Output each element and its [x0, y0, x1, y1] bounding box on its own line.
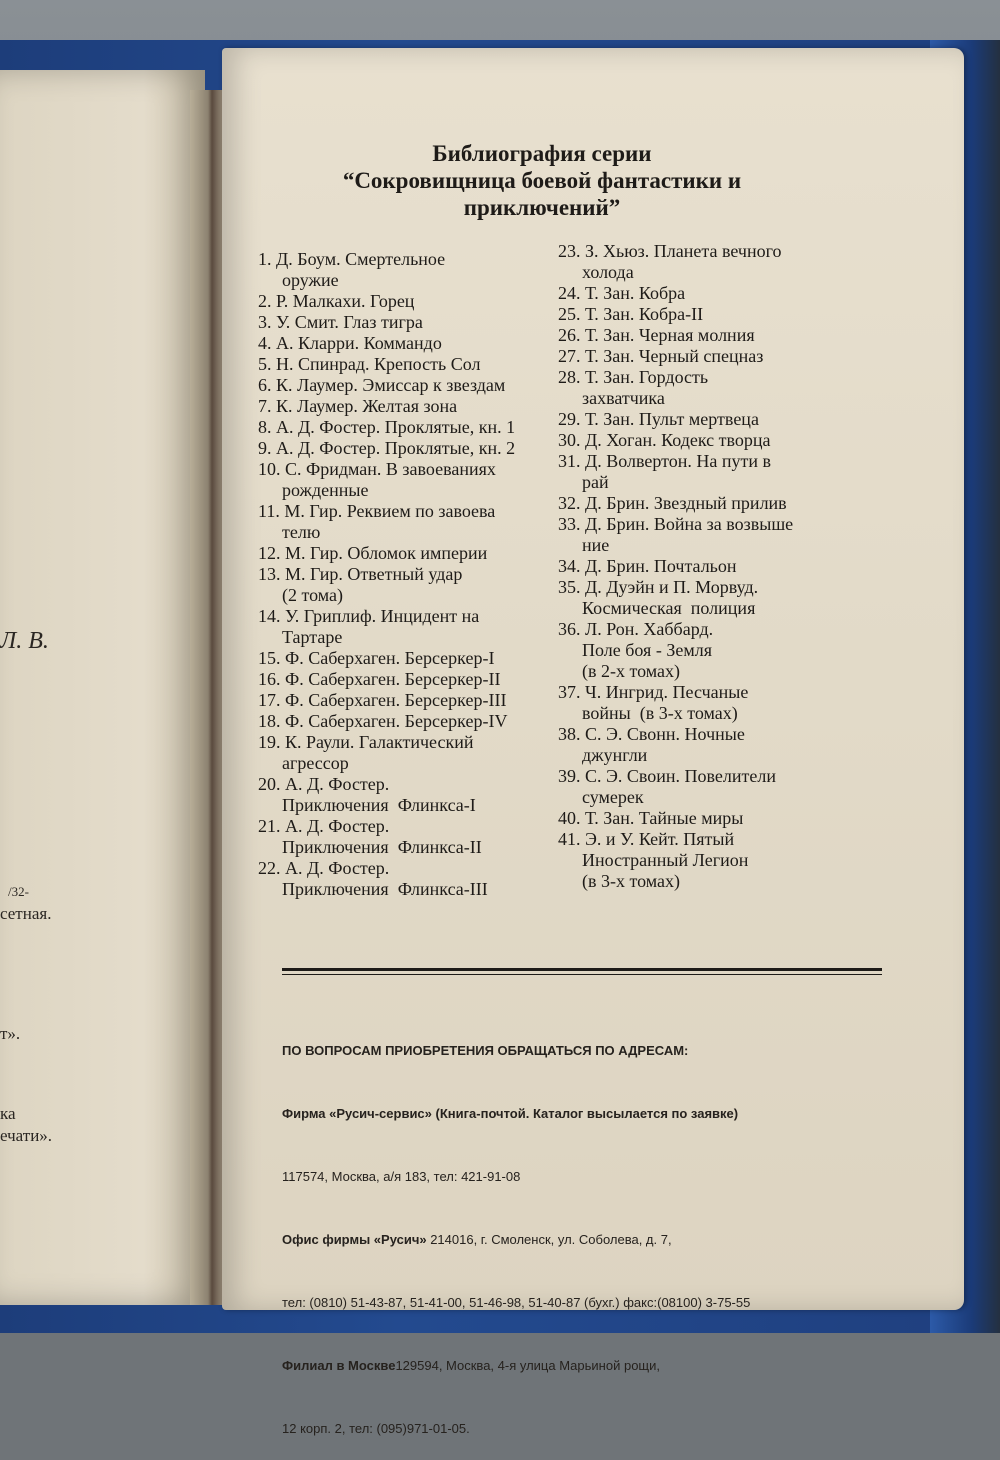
contact-block — [282, 998, 922, 1460]
contact-line-bold: Офис фирмы «Русич» — [282, 1232, 427, 1247]
divider-rule — [282, 974, 882, 975]
left-page-fragment: /32- — [8, 884, 29, 899]
contact-line: 117574, Москва, а/я 183, тел: 421-91-08 — [282, 1169, 521, 1184]
bibliography-entry: 33. Д. Брин. Война за возвыше — [558, 514, 794, 534]
bibliography-entry-continuation: оружие — [282, 270, 339, 290]
bibliography-entry-continuation: Иностранный Легион — [582, 850, 749, 870]
contact-line — [282, 1229, 922, 1250]
bibliography-entry: 18. Ф. Саберхаген. Берсеркер-IV — [258, 711, 508, 731]
bibliography-entry-continuation: Тартаре — [282, 627, 343, 647]
bibliography-entry-continuation: Приключения Флинкса-II — [282, 837, 482, 857]
bibliography-entry: 27. Т. Зан. Черный спецназ — [558, 346, 764, 366]
bibliography-entry-continuation: ние — [582, 535, 610, 555]
bibliography-entry: 28. Т. Зан. Гордость — [558, 367, 709, 387]
bibliography-entry: 23. З. Хьюз. Планета вечного — [558, 241, 782, 261]
bibliography-entry-continuation: сумерек — [582, 787, 644, 807]
bibliography-entry: 19. К. Раули. Галактический — [258, 732, 474, 752]
bibliography-entry: 37. Ч. Ингрид. Песчаные — [558, 682, 749, 702]
bibliography-entry-continuation: захватчика — [582, 388, 665, 408]
bibliography-entry: 25. Т. Зан. Кобра-II — [558, 304, 704, 324]
left-page-fragment: ечати». — [0, 1126, 53, 1145]
left-page-fragment: сетная. — [0, 904, 52, 923]
contact-header: ПО ВОПРОСАМ ПРИОБРЕТЕНИЯ ОБРАЩАТЬСЯ ПО АДРЕСАМ: — [282, 1043, 689, 1058]
bibliography-entry: 34. Д. Брин. Почтальон — [558, 556, 737, 576]
bibliography-entry-continuation: войны (в 3-х томах) — [582, 703, 738, 723]
left-page-fragment: т». — [0, 1024, 21, 1043]
contact-line-bold: Филиал в Москве — [282, 1358, 396, 1373]
bibliography-entry: 30. Д. Хоган. Кодекс творца — [558, 430, 771, 450]
divider-rule — [282, 968, 882, 971]
contact-line — [282, 1355, 922, 1376]
bibliography-entry: 22. А. Д. Фостер. — [258, 858, 390, 878]
bibliography-entry: 35. Д. Дуэйн и П. Морвуд. — [558, 577, 759, 597]
bibliography-entry: 38. С. Э. Свонн. Ночные — [558, 724, 745, 744]
bibliography-entry-continuation: телю — [282, 522, 321, 542]
left-page-fragment: ка — [0, 1104, 16, 1123]
bibliography-entry-continuation: (в 2-х томах) — [582, 661, 681, 681]
left-page — [0, 70, 205, 1305]
bibliography-entry-continuation: Поле боя - Земля — [582, 640, 712, 660]
left-page-fragment: Л. В. — [0, 628, 49, 654]
bibliography-entry: 39. С. Э. Своин. Повелители — [558, 766, 777, 786]
bibliography-entry-continuation: рай — [582, 472, 609, 492]
bibliography-left-column — [258, 249, 515, 900]
bibliography-entry: 32. Д. Брин. Звездный прилив — [558, 493, 787, 513]
bibliography-heading — [262, 140, 822, 221]
bibliography-entry: 16. Ф. Саберхаген. Берсеркер-II — [258, 669, 501, 689]
bibliography-entry: 13. М. Гир. Ответный удар — [258, 564, 463, 584]
bibliography-entry: 4. А. Кларри. Коммандо — [258, 333, 442, 353]
contact-line: тел: (0810) 51-43-87, 51-41-00, 51-46-98, 51-40-87 (бухг.) факс:(08100) 3-75-55 — [282, 1295, 751, 1310]
bibliography-entry: 26. Т. Зан. Черная молния — [558, 325, 755, 345]
bibliography-entry: 10. С. Фридман. В завоеваниях — [258, 459, 496, 479]
bibliography-entry-continuation: (2 тома) — [282, 585, 344, 605]
bibliography-entry: 21. А. Д. Фостер. — [258, 816, 390, 836]
heading-line: Библиография серии — [432, 141, 652, 166]
bibliography-entry: 11. М. Гир. Реквием по завоева — [258, 501, 496, 521]
bibliography-entry: 41. Э. и У. Кейт. Пятый — [558, 829, 735, 849]
bibliography-entry-continuation: джунгли — [582, 745, 648, 765]
bibliography-entry: 8. А. Д. Фостер. Проклятые, кн. 1 — [258, 417, 516, 437]
bibliography-entry: 1. Д. Боум. Смертельное — [258, 249, 446, 269]
bibliography-entry: 2. Р. Малкахи. Горец — [258, 291, 415, 311]
bibliography-entry-continuation: агрессор — [282, 753, 349, 773]
heading-line: приключений” — [463, 195, 621, 220]
bibliography-entry-continuation: рожденные — [282, 480, 369, 500]
bibliography-entry: 15. Ф. Саберхаген. Берсеркер-I — [258, 648, 495, 668]
bibliography-entry: 5. Н. Спинрад. Крепость Сол — [258, 354, 481, 374]
bibliography-entry: 14. У. Гриплиф. Инцидент на — [258, 606, 480, 626]
bibliography-entry: 40. Т. Зан. Тайные миры — [558, 808, 744, 828]
bibliography-entry: 31. Д. Волвертон. На пути в — [558, 451, 772, 471]
bibliography-entry-continuation: Приключения Флинкса-III — [282, 879, 488, 899]
contact-line-rest: 129594, Москва, 4-я улица Марьиной рощи, — [395, 1358, 660, 1373]
bibliography-entry: 12. М. Гир. Обломок империи — [258, 543, 488, 563]
heading-line: “Сокровищница боевой фантастики и — [342, 168, 742, 193]
bibliography-entry: 9. А. Д. Фостер. Проклятые, кн. 2 — [258, 438, 516, 458]
contact-line: Фирма «Русич-сервис» (Книга-почтой. Каталог высылается по заявке) — [282, 1106, 739, 1121]
bibliography-entry: 29. Т. Зан. Пульт мертвеца — [558, 409, 759, 429]
bibliography-entry: 20. А. Д. Фостер. — [258, 774, 390, 794]
bibliography-entry-continuation: Космическая полиция — [582, 598, 756, 618]
bibliography-entry: 7. К. Лаумер. Желтая зона — [258, 396, 458, 416]
contact-line-rest: 214016, г. Смоленск, ул. Соболева, д. 7, — [426, 1232, 672, 1247]
bibliography-right-column — [558, 241, 793, 892]
bibliography-entry: 24. Т. Зан. Кобра — [558, 283, 686, 303]
bibliography-entry-continuation: холода — [582, 262, 634, 282]
bibliography-entry-continuation: (в 3-х томах) — [582, 871, 681, 891]
contact-line: 12 корп. 2, тел: (095)971-01-05. — [282, 1421, 470, 1436]
bibliography-entry: 6. К. Лаумер. Эмиссар к звездам — [258, 375, 506, 395]
bibliography-entry-continuation: Приключения Флинкса-I — [282, 795, 476, 815]
bibliography-entry: 36. Л. Рон. Хаббард. — [558, 619, 714, 639]
bibliography-entry: 3. У. Смит. Глаз тигра — [258, 312, 423, 332]
bibliography-entry: 17. Ф. Саберхаген. Берсеркер-III — [258, 690, 507, 710]
